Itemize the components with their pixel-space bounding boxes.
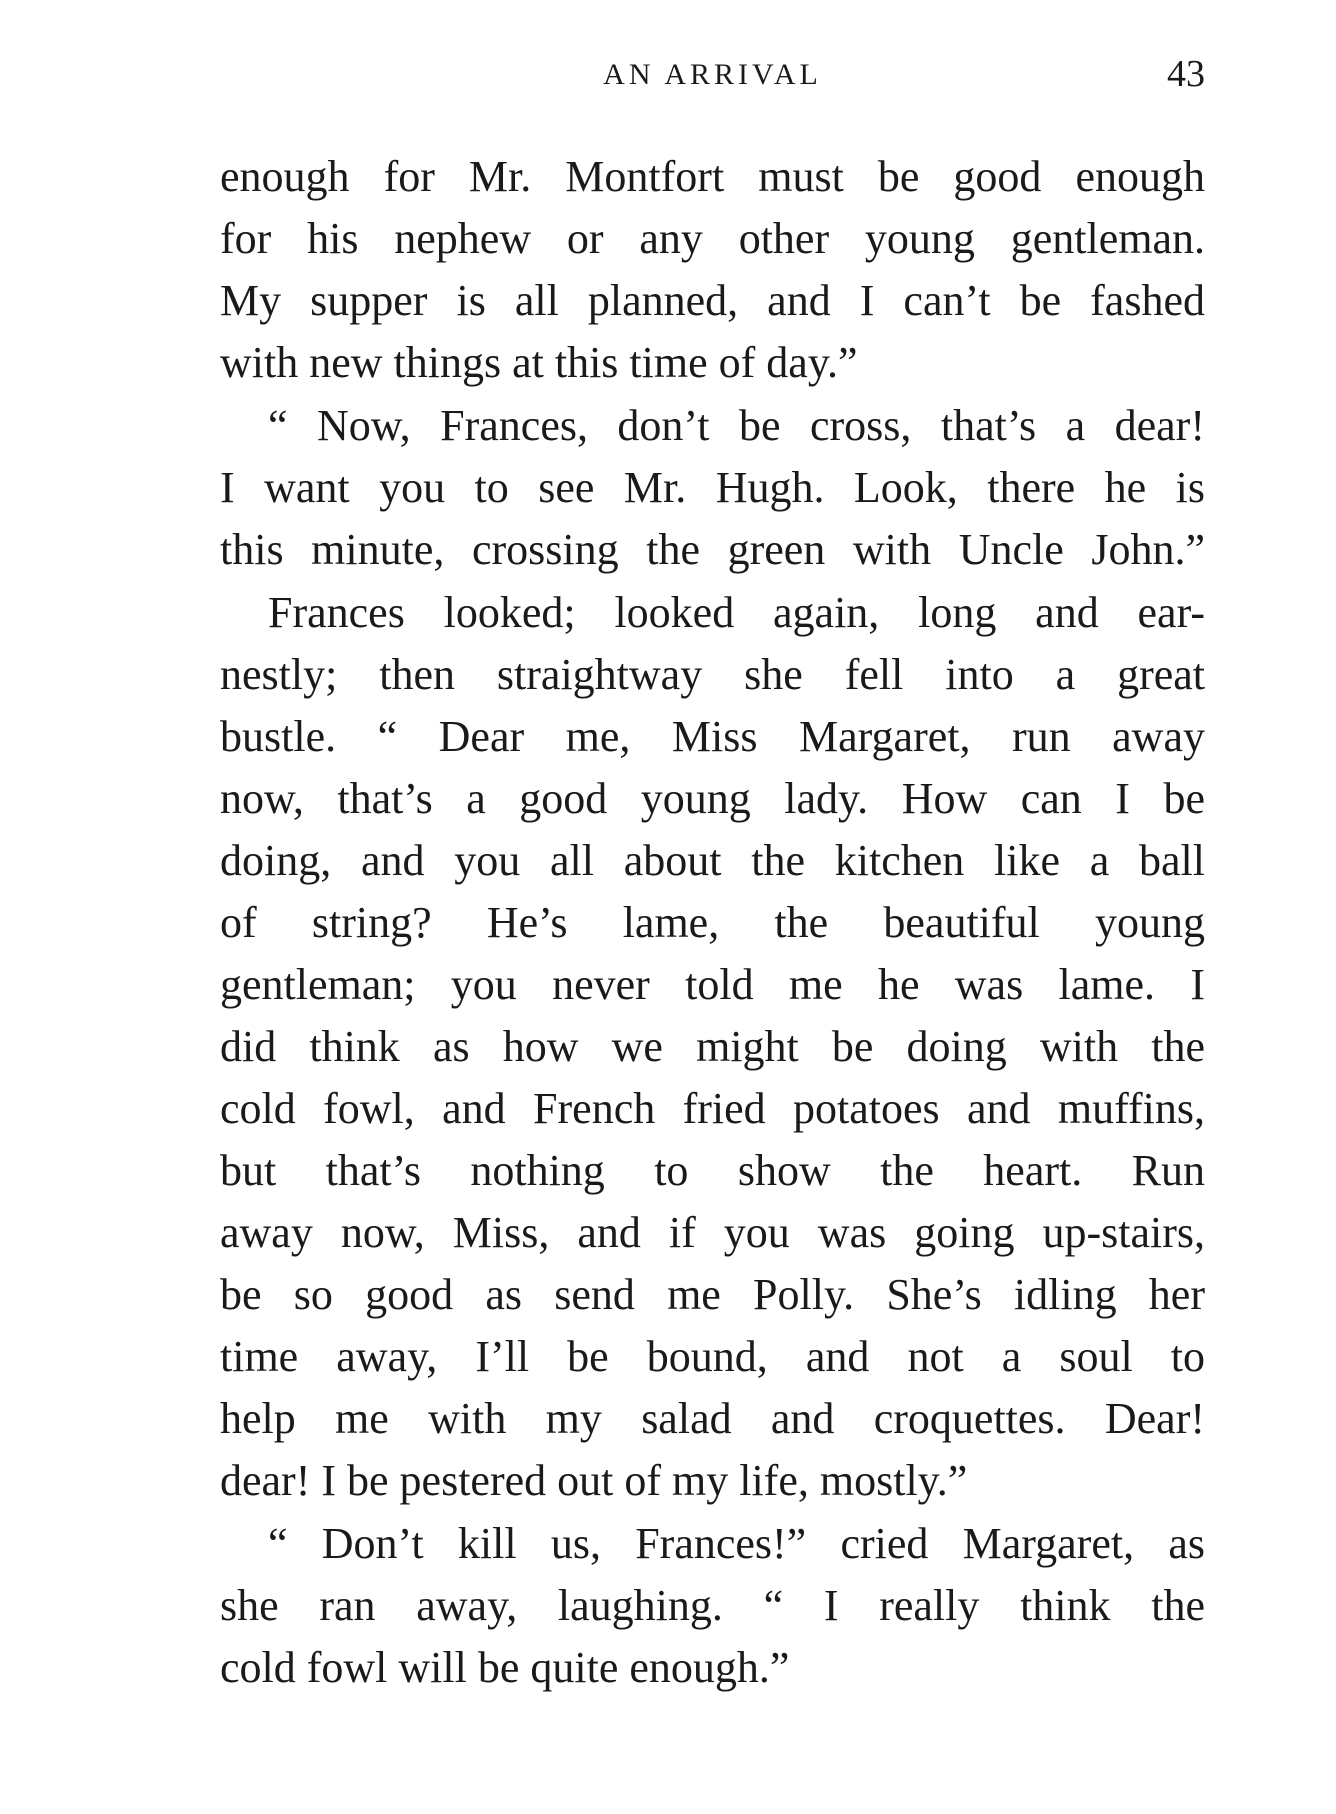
paragraph-3 <box>220 582 1205 1512</box>
text-line: with new things at this time of day.” <box>220 338 858 387</box>
paragraph-4 <box>220 1513 1205 1699</box>
text-line: did think as how we might be doing with the <box>220 1022 1205 1071</box>
text-line: cold fowl will be quite enough.” <box>220 1643 790 1692</box>
text-line: but that’s nothing to show the heart. Run <box>220 1146 1205 1195</box>
text-line: Frances looked; looked again, long and ear- <box>268 588 1205 637</box>
text-line: nestly; then straightway she fell into a great <box>220 650 1205 699</box>
page-number: 43 <box>1167 53 1205 95</box>
text-line: help me with my salad and croquettes. Dear! <box>220 1394 1205 1443</box>
text-line: I want you to see Mr. Hugh. Look, there he is <box>220 463 1205 512</box>
text-line: now, that’s a good young lady. How can I be <box>220 774 1205 823</box>
text-line: this minute, crossing the green with Uncle John.” <box>220 525 1205 574</box>
running-title: AN ARRIVAL <box>603 58 822 91</box>
text-line: of string? He’s lame, the beautiful young <box>220 898 1205 947</box>
text-line: “ Don’t kill us, Frances!” cried Margaret, as <box>268 1519 1205 1568</box>
text-line: My supper is all planned, and I can’t be fashed <box>220 276 1205 325</box>
paragraph-1 <box>220 146 1205 394</box>
text-line: time away, I’ll be bound, and not a soul to <box>220 1332 1205 1381</box>
text-line: bustle. “ Dear me, Miss Margaret, run away <box>220 712 1205 761</box>
body-text <box>220 146 1205 1699</box>
text-line: dear! I be pestered out of my life, mostly.” <box>220 1456 968 1505</box>
text-line: away now, Miss, and if you was going up-stairs, <box>220 1208 1205 1257</box>
text-line: doing, and you all about the kitchen like a ball <box>220 836 1205 885</box>
text-line: she ran away, laughing. “ I really think the <box>220 1581 1205 1630</box>
text-line: be so good as send me Polly. She’s idling her <box>220 1270 1205 1319</box>
text-line: cold fowl, and French fried potatoes and muffins, <box>220 1084 1205 1133</box>
running-head <box>220 52 1205 102</box>
text-line: enough for Mr. Montfort must be good enough <box>220 152 1205 201</box>
text-line: for his nephew or any other young gentleman. <box>220 214 1205 263</box>
paragraph-2 <box>220 395 1205 581</box>
text-line: gentleman; you never told me he was lame. I <box>220 960 1205 1009</box>
text-line: “ Now, Frances, don’t be cross, that’s a dear! <box>268 401 1205 450</box>
